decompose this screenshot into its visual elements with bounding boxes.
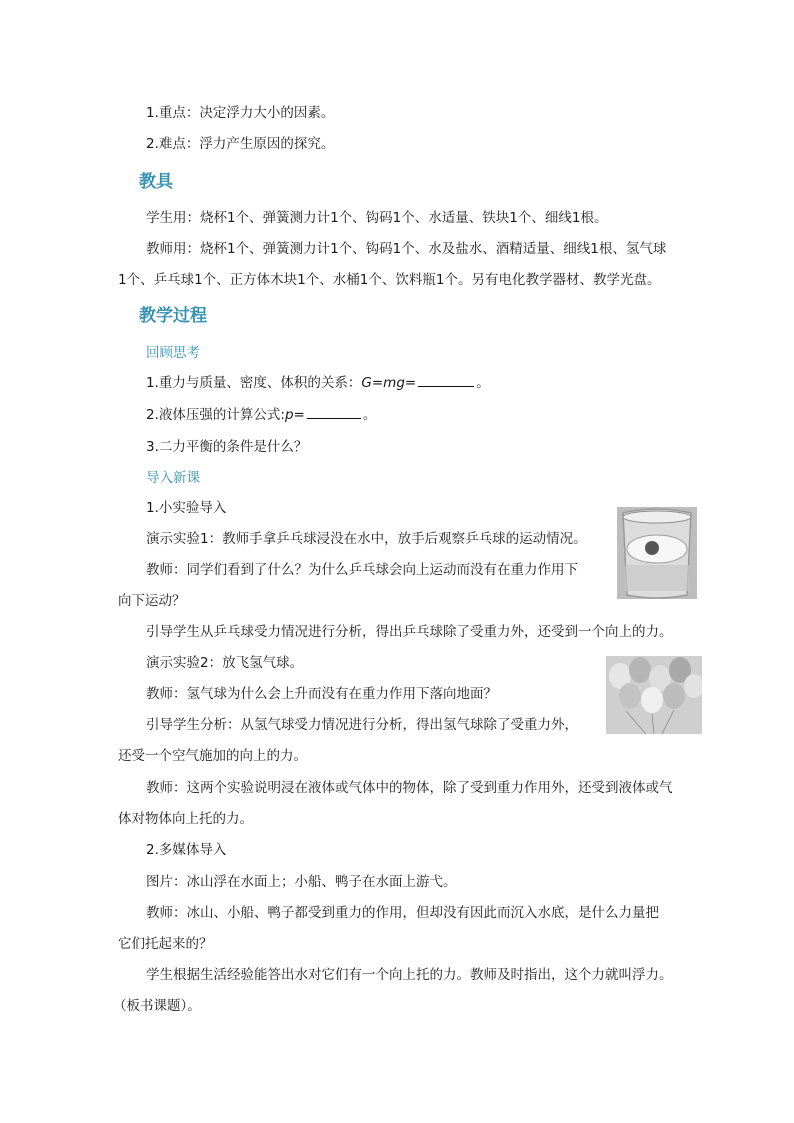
demo-experiment-1: 演示实验1：教师手拿乒乓球浸没在水中，放手后观察乒乓球的运动情况。: [146, 531, 587, 547]
fill-blank-2: [307, 406, 361, 419]
formula-p: p: [284, 407, 294, 423]
teacher-question-1-line2: 向下运动？: [118, 593, 186, 609]
guide-analysis-2-line2: 还受一个空气施加的向上的力。: [118, 748, 307, 764]
key-point-2: 2.难点：浮力产生原因的探究。: [146, 136, 335, 152]
picture-description: 图片：冰山浮在水面上；小船、鸭子在水面上游弋。: [146, 874, 457, 890]
fill-blank-1: [418, 374, 474, 387]
equipment-teacher-line2: 1个、乒乓球1个、正方体木块1个、水桶1个、饮料瓶1个。另有电化教学器材、教学光盘。: [118, 272, 661, 288]
formula-g: G: [361, 375, 372, 391]
teacher-question-4-line2: 它们托起来的？: [118, 936, 213, 952]
teacher-summary-line2: 体对物体向上托的力。: [118, 811, 253, 827]
demo-experiment-2: 演示实验2：放飞氢气球。: [146, 655, 304, 671]
review-heading: 回顾思考: [146, 345, 200, 361]
equipment-teacher-line1: 教师用：烧杯1个、弹簧测力计1个、钩码1个、水及盐水、酒精适量、细线1根、氢气球: [146, 241, 667, 257]
intro-section-1: 1.小实验导入: [146, 500, 227, 516]
review-question-1: 1.重力与质量、密度、体积的关系：G=mg= 。: [146, 375, 490, 391]
teacher-question-1-line1: 教师：同学们看到了什么？为什么乒乓球会向上运动而没有在重力作用下: [146, 562, 578, 578]
equipment-heading: 教具: [139, 172, 173, 192]
teacher-question-4-line1: 教师：冰山、小船、鸭子都受到重力的作用，但却没有因此而沉入水底，是什么力量把: [146, 905, 659, 921]
student-answer-line1: 学生根据生活经验能答出水对它们有一个向上托的力。教师及时指出，这个力就叫浮力。: [146, 967, 673, 983]
guide-analysis-1: 引导学生从乒乓球受力情况进行分析，得出乒乓球除了受重力外，还受到一个向上的力。: [146, 624, 673, 640]
guide-analysis-2-line1: 引导学生分析：从氢气球受力情况进行分析，得出氢气球除了受重力外，: [146, 717, 578, 733]
intro-heading: 导入新课: [146, 470, 200, 486]
review-question-3: 3.二力平衡的条件是什么？: [146, 439, 308, 455]
teacher-question-2: 教师：氢气球为什么会上升而没有在重力作用下落向地面？: [146, 686, 497, 702]
student-answer-line2: （板书课题）。: [113, 998, 201, 1014]
teacher-summary-line1: 教师：这两个实验说明浸在液体或气体中的物体，除了受到重力作用外，还受到液体或气: [146, 780, 673, 796]
process-heading: 教学过程: [139, 306, 207, 326]
key-point-1: 1.重点：决定浮力大小的因素。: [146, 105, 335, 121]
ping-pong-beaker-photo: [617, 507, 697, 599]
balloons-photo: [606, 656, 702, 734]
formula-mg: mg: [383, 375, 405, 391]
intro-section-2: 2.多媒体导入: [146, 842, 227, 858]
equipment-student: 学生用：烧杯1个、弹簧测力计1个、钩码1个、水适量、铁块1个、细线1根。: [146, 210, 608, 226]
review-question-2: 2.液体压强的计算公式:p= 。: [146, 407, 377, 423]
